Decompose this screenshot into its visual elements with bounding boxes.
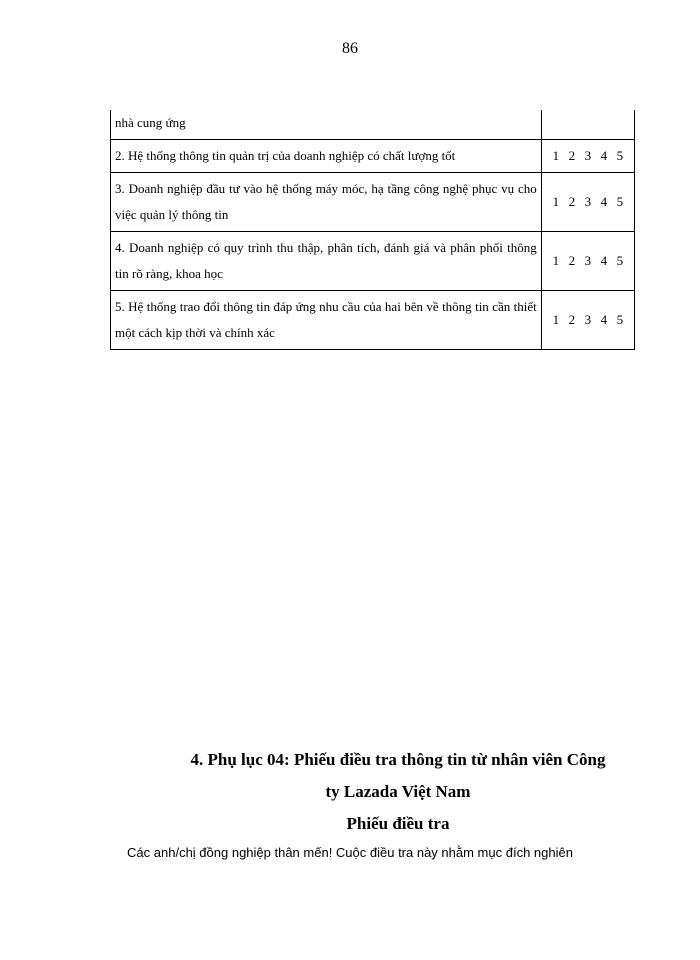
- rating-option[interactable]: 3: [584, 148, 592, 163]
- rating-option[interactable]: 4: [600, 148, 608, 163]
- rating-option[interactable]: 5: [616, 312, 624, 327]
- appendix-heading-continued: ty Lazada Việt Nam: [325, 782, 471, 801]
- rating-option[interactable]: 1: [552, 194, 560, 209]
- rating-scale: [541, 232, 634, 291]
- rating-option[interactable]: 4: [600, 253, 608, 268]
- table-row: [111, 140, 635, 173]
- table-row: [111, 232, 635, 291]
- rating-option[interactable]: 1: [552, 253, 560, 268]
- rating-scale: [541, 291, 634, 350]
- page-number: 86: [342, 40, 358, 57]
- rating-option[interactable]: 3: [584, 194, 592, 209]
- question-text: 5. Hệ thống trao đổi thông tin đáp ứng nhu cầu của hai bên về thông tin cần thiết một cách kịp thời và chính xác: [111, 291, 542, 350]
- rating-option[interactable]: 2: [568, 194, 576, 209]
- rating-scale: [541, 140, 634, 173]
- rating-option[interactable]: 2: [568, 312, 576, 327]
- question-text: nhà cung ứng: [111, 110, 542, 140]
- rating-option[interactable]: 2: [568, 253, 576, 268]
- rating-option[interactable]: 1: [552, 148, 560, 163]
- appendix-heading: 4. Phụ lục 04: Phiếu điều tra thông tin từ nhân viên Công: [190, 750, 606, 769]
- rating-option[interactable]: 5: [616, 194, 624, 209]
- question-text: 4. Doanh nghiệp có quy trình thu thập, phân tích, đánh giá và phân phối thông tin rõ ràng, khoa học: [111, 232, 542, 291]
- intro-paragraph: Các anh/chị đồng nghiệp thân mến! Cuộc điều tra này nhằm mục đích nghiên: [127, 845, 573, 860]
- table-row: [111, 173, 635, 232]
- question-text: 3. Doanh nghiệp đầu tư vào hệ thống máy móc, hạ tầng công nghệ phục vụ cho việc quản lý thông tin: [111, 173, 542, 232]
- survey-table: [110, 110, 635, 350]
- rating-option[interactable]: 2: [568, 148, 576, 163]
- rating-option[interactable]: 1: [552, 312, 560, 327]
- table-row: [111, 291, 635, 350]
- form-title: Phiếu điều tra: [346, 814, 450, 833]
- rating-scale: [541, 110, 634, 140]
- table-row: [111, 110, 635, 140]
- rating-option[interactable]: 3: [584, 312, 592, 327]
- rating-scale: [541, 173, 634, 232]
- rating-option[interactable]: 5: [616, 148, 624, 163]
- rating-option[interactable]: 3: [584, 253, 592, 268]
- question-text: 2. Hệ thống thông tin quản trị của doanh nghiệp có chất lượng tốt: [111, 140, 542, 173]
- rating-option[interactable]: 4: [600, 312, 608, 327]
- rating-option[interactable]: 5: [616, 253, 624, 268]
- rating-option[interactable]: 4: [600, 194, 608, 209]
